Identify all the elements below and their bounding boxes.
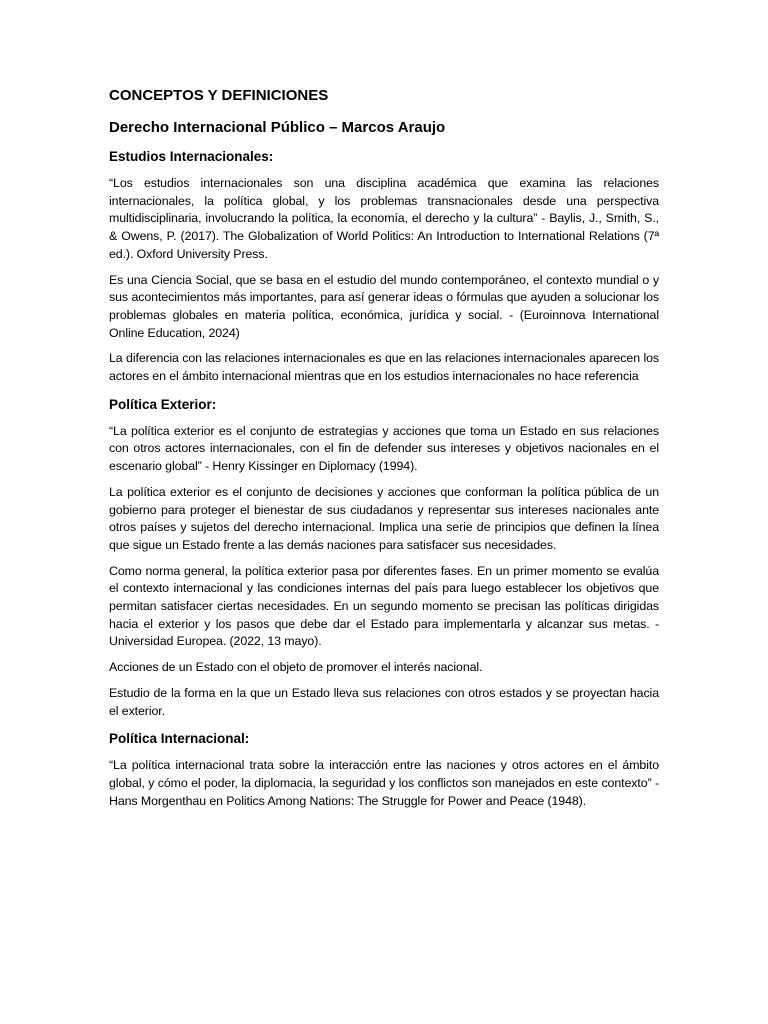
paragraph: Es una Ciencia Social, que se basa en el estudio del mundo contemporáneo, el contexto mundial o y sus acontecimientos más importantes, para así generar ideas o fórmulas que ayuden a solucionar los problemas globales en materia política, económica, jurídica y social. - (Euroinnova International Online Education, 2024) [109,272,659,340]
section-estudios-internacionales [109,148,659,386]
paragraph: “Los estudios internacionales son una disciplina académica que examina las relaciones internacionales, la política global, y los problemas transnacionales desde una perspectiva multidisciplinaria, involucrando la política, la economía, el derecho y la cultura” - Baylis, J., Smith, S., & Owens, P. (2017). The Globalization of World Politics: An Introduction to International Relations (7ª ed.). Oxford University Press. [109,176,659,261]
paragraph: Como norma general, la política exterior pasa por diferentes fases. En un primer momento se evalúa el contexto internacional y las condiciones internas del país para luego establecer los objetivos que permitan satisfacer ciertas necesidades. En un segundo momento se precisan las políticas dirigidas hacia el exterior y los pasos que debe dar el Estado para implementarla y alcanzar sus metas. - Universidad Europea. (2022, 13 mayo). [109,563,659,649]
document-subtitle: Derecho Internacional Público – Marcos Araujo [109,119,446,136]
section-heading: Política Internacional: [109,731,250,747]
paragraph: La diferencia con las relaciones internacionales es que en las relaciones internacionales aparecen los actores en el ámbito internacional mientras que en los estudios internacionales no hace referencia [109,351,659,384]
paragraph: Acciones de un Estado con el objeto de promover el interés nacional. [109,660,483,675]
document-page [109,86,659,818]
section-heading: Política Exterior: [109,396,217,412]
document-title: CONCEPTOS Y DEFINICIONES [109,87,329,104]
section-politica-exterior [109,396,659,721]
paragraph: “La política internacional trata sobre la interacción entre las naciones y otros actores en el ámbito global, y cómo el poder, la diplomacia, la seguridad y los conflictos son manejados en este contexto” - Hans Morgenthau en Politics Among Nations: The Struggle for Power and Peace (1948). [109,758,659,808]
paragraph: La política exterior es el conjunto de decisiones y acciones que conforman la política pública de un gobierno para proteger el bienestar de sus ciudadanos y representar sus intereses nacionales ante otros países y sujetos del derecho internacional. Implica una serie de principios que definen la línea que sigue un Estado frente a las demás naciones para satisfacer sus necesidades. [109,484,659,552]
section-heading: Estudios Internacionales: [109,149,274,164]
paragraph: “La política exterior es el conjunto de estrategias y acciones que toma un Estado en sus relaciones con otros actores internacionales, con el fin de defender sus intereses y objetivos nacionales en el escenario global” - Henry Kissinger en Diplomacy (1994). [109,423,659,474]
section-politica-internacional [109,730,659,810]
paragraph: Estudio de la forma en la que un Estado lleva sus relaciones con otros estados y se proyectan hacia el exterior. [109,685,659,718]
